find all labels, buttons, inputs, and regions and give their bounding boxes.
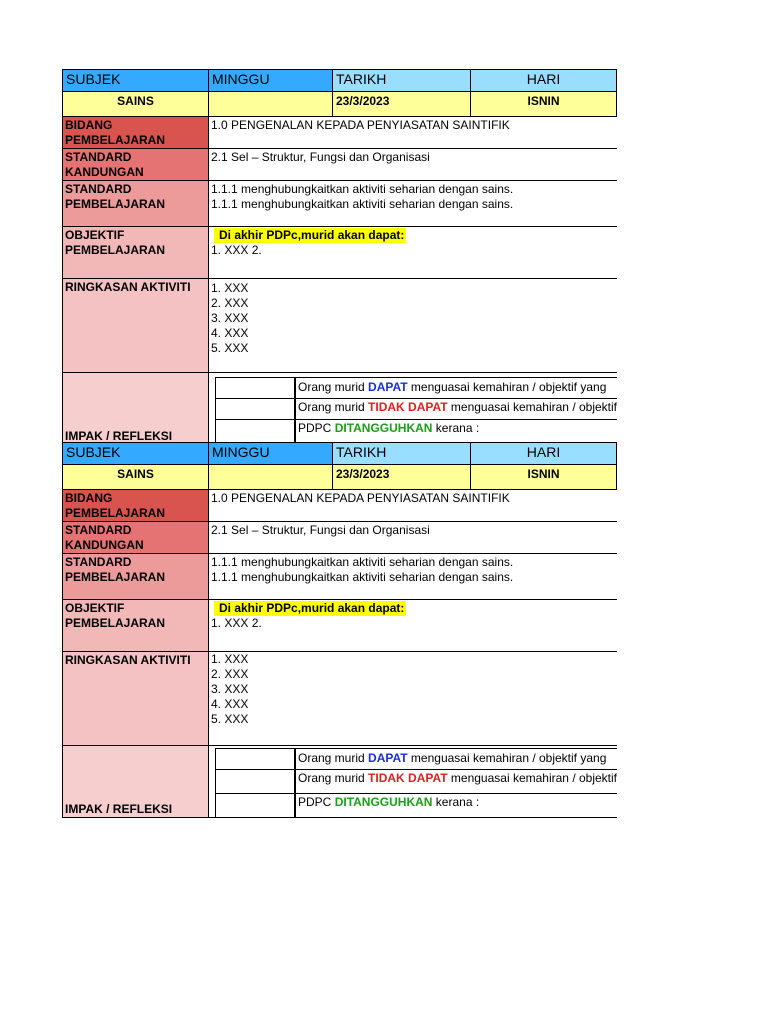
objektif-row (62, 227, 617, 279)
ringkasan-item: 3. XXX (211, 311, 249, 325)
standard-kandungan-label: STANDARD KANDUNGAN (62, 522, 209, 553)
objektif-item: 1. XXX 2. (211, 616, 262, 630)
dapat-checkbox[interactable] (215, 748, 295, 770)
subjek-header: SUBJEK (62, 443, 209, 464)
values-row (62, 465, 617, 490)
minggu-value (209, 465, 333, 489)
standard-pembelajaran-line: 1.1.1 menghubungkaitkan aktiviti seharian dengan sains. (211, 570, 514, 584)
tarikh-value: 23/3/2023 (333, 465, 471, 489)
bidang-row (62, 490, 617, 522)
header-row (62, 70, 617, 92)
impak-ditangguhkan-line: PDPC DITANGGUHKAN kerana : (295, 793, 617, 817)
header-row (62, 443, 617, 465)
impak-dapat-line: Orang murid DAPAT menguasai kemahiran / objektif yang (295, 377, 617, 399)
impak-label-cell (62, 746, 209, 817)
objektif-item: 1. XXX 2. (211, 243, 262, 257)
impak-tidak-dapat-line: Orang murid TIDAK DAPAT menguasai kemahiran / objektif (295, 769, 617, 794)
ringkasan-item: 5. XXX (211, 341, 249, 355)
ringkasan-item: 1. XXX (211, 281, 249, 295)
standard-kandungan-value: 2.1 Sel – Struktur, Fungsi dan Organisasi (211, 150, 430, 164)
bidang-label: BIDANG PEMBELAJARAN (62, 490, 209, 521)
impak-label: IMPAK / REFLEKSI (65, 802, 173, 816)
lesson-plan-block-2 (62, 442, 617, 818)
hari-value: ISNIN (471, 465, 617, 489)
impak-row (62, 746, 617, 818)
objektif-row (62, 600, 617, 652)
ringkasan-value (209, 279, 617, 372)
hari-header: HARI (471, 443, 617, 464)
standard-pembelajaran-label: STANDARD PEMBELAJARAN (62, 181, 209, 226)
standard-pembelajaran-row (62, 181, 617, 227)
ringkasan-item: 3. XXX (211, 682, 249, 696)
ringkasan-item: 4. XXX (211, 697, 249, 711)
tarikh-header: TARIKH (333, 443, 471, 464)
ringkasan-label: RINGKASAN AKTIVITI (62, 652, 209, 745)
standard-kandungan-row (62, 522, 617, 554)
tidak-dapat-checkbox[interactable] (215, 769, 295, 794)
ringkasan-item: 2. XXX (211, 296, 249, 310)
impak-value (209, 746, 617, 817)
ringkasan-row (62, 279, 617, 373)
bidang-value: 1.0 PENGENALAN KEPADA PENYIASATAN SAINTIFIK (211, 491, 510, 505)
ringkasan-item: 1. XXX (211, 652, 249, 666)
standard-pembelajaran-line: 1.1.1 menghubungkaitkan aktiviti seharian dengan sains. (211, 555, 514, 569)
objektif-label: OBJEKTIF PEMBELAJARAN (62, 227, 209, 278)
standard-pembelajaran-label: STANDARD PEMBELAJARAN (62, 554, 209, 599)
standard-kandungan-label: STANDARD KANDUNGAN (62, 149, 209, 180)
impak-row (62, 373, 617, 444)
lesson-plan-block-1 (62, 69, 617, 444)
ringkasan-item: 4. XXX (211, 326, 249, 340)
standard-pembelajaran-row (62, 554, 617, 600)
ditangguhkan-checkbox[interactable] (215, 419, 295, 444)
ringkasan-item: 5. XXX (211, 712, 249, 726)
ditangguhkan-checkbox[interactable] (215, 793, 295, 817)
impak-ditangguhkan-line: PDPC DITANGGUHKAN kerana : (295, 419, 617, 444)
hari-value: ISNIN (471, 92, 617, 116)
impak-label: IMPAK / REFLEKSI (65, 429, 173, 443)
impak-dapat-line: Orang murid DAPAT menguasai kemahiran / objektif yang (295, 748, 617, 770)
tarikh-value: 23/3/2023 (333, 92, 471, 116)
impak-value (209, 373, 617, 444)
minggu-header: MINGGU (209, 70, 333, 91)
bidang-label: BIDANG PEMBELAJARAN (62, 117, 209, 148)
bidang-value: 1.0 PENGENALAN KEPADA PENYIASATAN SAINTIFIK (211, 118, 510, 132)
tidak-dapat-checkbox[interactable] (215, 398, 295, 420)
ringkasan-value (209, 652, 617, 745)
ringkasan-row (62, 652, 617, 746)
minggu-header: MINGGU (209, 443, 333, 464)
standard-pembelajaran-line: 1.1.1 menghubungkaitkan aktiviti seharian dengan sains. (211, 182, 514, 196)
objektif-value (209, 227, 617, 278)
minggu-value (209, 92, 333, 116)
values-row (62, 92, 617, 117)
subjek-value: SAINS (62, 92, 209, 116)
impak-label-cell (62, 373, 209, 444)
standard-pembelajaran-line: 1.1.1 menghubungkaitkan aktiviti seharian dengan sains. (211, 197, 514, 211)
tarikh-header: TARIKH (333, 70, 471, 91)
subjek-header: SUBJEK (62, 70, 209, 91)
impak-tidak-dapat-line: Orang murid TIDAK DAPAT menguasai kemahiran / objektif (295, 398, 617, 420)
dapat-checkbox[interactable] (215, 377, 295, 399)
standard-kandungan-row (62, 149, 617, 181)
hari-header: HARI (471, 70, 617, 91)
objektif-label: OBJEKTIF PEMBELAJARAN (62, 600, 209, 651)
subjek-value: SAINS (62, 465, 209, 489)
ringkasan-item: 2. XXX (211, 667, 249, 681)
ringkasan-label: RINGKASAN AKTIVITI (62, 279, 209, 372)
objektif-value (209, 600, 617, 651)
standard-pembelajaran-value (209, 181, 617, 226)
bidang-row (62, 117, 617, 149)
objektif-intro: Di akhir PDPc,murid akan dapat: (214, 601, 406, 616)
standard-pembelajaran-value (209, 554, 617, 599)
objektif-intro: Di akhir PDPc,murid akan dapat: (214, 228, 406, 243)
standard-kandungan-value: 2.1 Sel – Struktur, Fungsi dan Organisasi (211, 523, 430, 537)
